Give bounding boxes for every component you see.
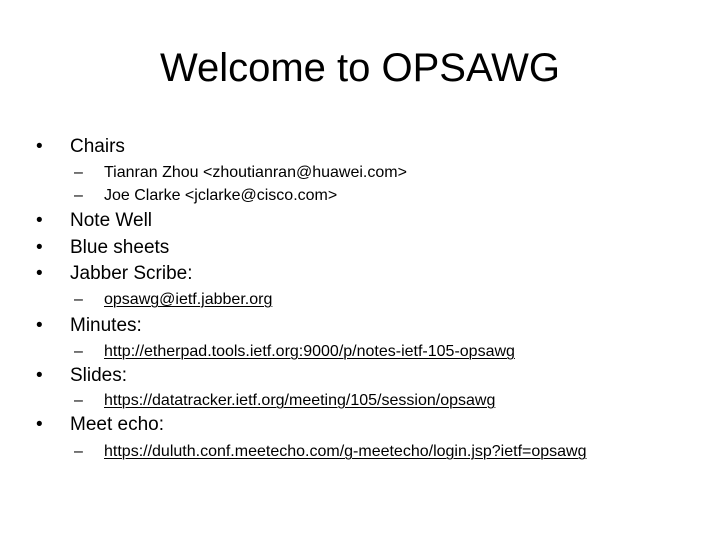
dash-icon: – <box>74 392 83 409</box>
slide-title: Welcome to OPSAWG <box>159 46 561 90</box>
meetecho-link[interactable]: https://duluth.conf.meetecho.com/g-meetecho/login.jsp?ietf=opsawg <box>104 443 587 460</box>
slides-link[interactable]: https://datatracker.ietf.org/meeting/105/session/opsawg <box>104 392 496 409</box>
bullet-label: Meet echo: <box>70 414 164 435</box>
dash-icon: – <box>74 291 83 308</box>
bullet-label: Chairs <box>70 136 125 157</box>
bullet-icon: • <box>36 315 43 336</box>
dash-icon: – <box>74 164 83 181</box>
dash-icon: – <box>74 187 83 204</box>
bullet-icon: • <box>36 263 43 284</box>
sub-item-text: Joe Clarke <jclarke@cisco.com> <box>104 187 338 204</box>
bullet-label: Minutes: <box>70 315 142 336</box>
bullet-icon: • <box>36 365 43 386</box>
bullet-icon: • <box>36 136 43 157</box>
sub-item-text: Tianran Zhou <zhoutianran@huawei.com> <box>104 164 407 181</box>
bullet-label: Note Well <box>70 210 153 231</box>
bullet-icon: • <box>36 237 43 258</box>
dash-icon: – <box>74 343 83 360</box>
jabber-room-link[interactable]: opsawg@ietf.jabber.org <box>104 291 273 308</box>
bullet-icon: • <box>36 210 43 231</box>
bullet-icon: • <box>36 414 43 435</box>
bullet-label: Jabber Scribe: <box>70 263 193 284</box>
minutes-link[interactable]: http://etherpad.tools.ietf.org:9000/p/notes-ietf-105-opsawg <box>104 343 515 360</box>
dash-icon: – <box>74 443 83 460</box>
bullet-label: Slides: <box>70 365 128 386</box>
bullet-label: Blue sheets <box>70 237 170 258</box>
